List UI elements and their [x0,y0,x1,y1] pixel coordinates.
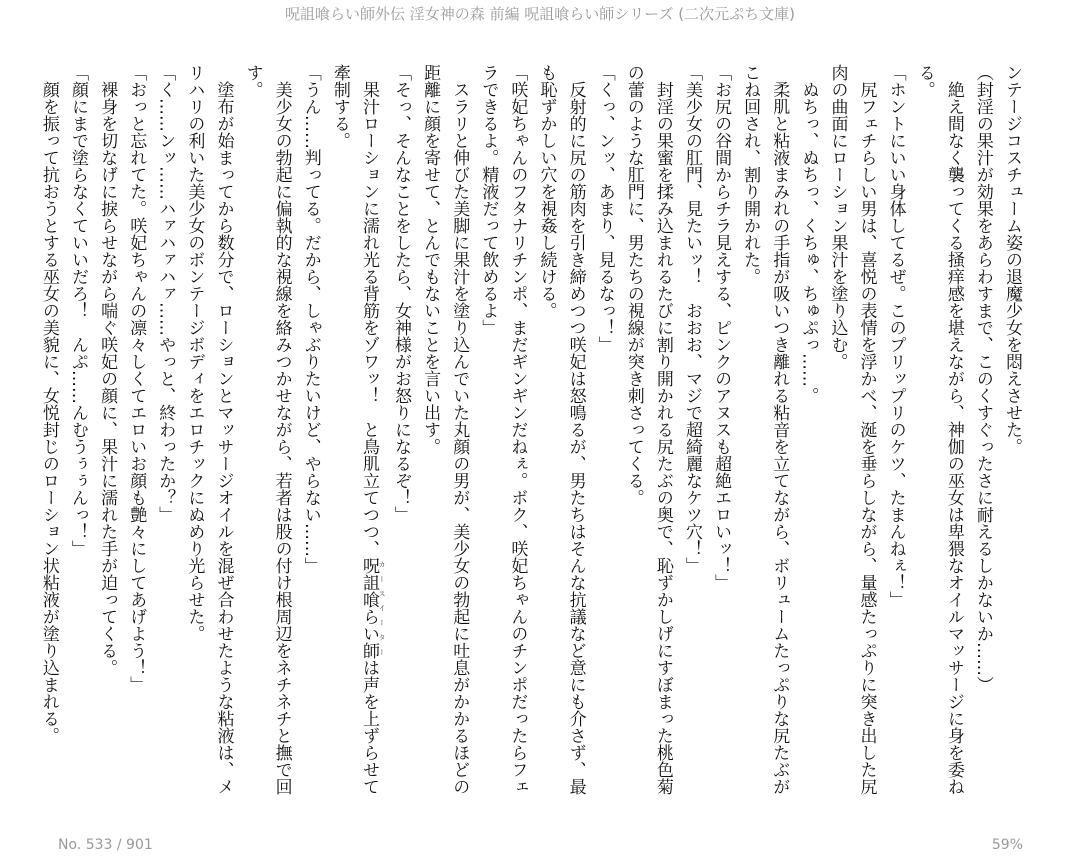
paragraph: 封淫の果蜜を揉み込まれるたびに割り開かれる尻たぶの奥で、恥ずかしげにすぼまった桃色菊の蕾のような肛門に、男たちの視線が突き刺さってくる。 [623,64,673,795]
paragraph: 美少女の勃起に偏執的な視線を絡みつかせながら、若者は股の付け根周辺をネチネチと撫で回す。 [242,64,292,795]
text: 果汁ローションに濡れ光る背筋をゾワッ！ と鳥肌立てつつ、 [358,64,379,557]
paragraph: 塗布が始まってから数分で、ローションとマッサージオイルを混ぜ合わせたような粘液は、メリハリの利いた美少女のボンテージボディをエロチックにぬめり光らせた。 [184,64,234,795]
paragraph: 「そっ、そんなことをしたら、女神様がお怒りになるぞ！」 [391,64,412,523]
paragraph: 「うん……判ってる。だから、しゃぶりたいけど、やらない……」 [300,64,321,574]
paragraph: 顔を振って抗おうとする巫女の美貌に、女悦封じのローション状粘液が塗り込まれる。 [38,64,59,744]
ruby-term [358,557,386,659]
paragraph: 反射的に尻の筋肉を引き締めつつ咲妃は怒鳴るが、男たちはそんな抗議など意にも介さず、最も恥ずかしい穴を視姦し続ける。 [536,64,586,795]
paragraph: 「くっ、ンッ、あまり、見るなっ！」 [594,64,615,353]
paragraph: 柔肌と粘液まみれの手指が吸いつき離れる粘音を立てながら、ボリュームたっぷりな尻たぶがこね回され、割り開かれた。 [740,64,790,795]
paragraph-with-ruby [325,64,386,795]
paragraph: 絶え間なく襲ってくる掻痒感を堪えながら、神伽の巫女は卑猥なオイルマッサージに身を委ねる。 [914,64,964,795]
paragraph: 尻フェチらしい男は、喜悦の表情を浮かべ、涎を垂らしながら、量感たっぷりに突き出した尻肉の曲面にローション果汁を塗り込む。 [827,64,877,795]
paragraph: ンテージコスチューム姿の退魔少女を悶えさせた。 [1002,64,1022,455]
paragraph: 「咲妃ちゃんのフタナリチンポ、まだギンギンだねぇ。ボク、咲妃ちゃんのチンポだったらフェラできるよ。精液だって飲めるよ」 [478,64,528,795]
paragraph: ぬちっ、ぬちっ、くちゅ、ちゅぷっ……。 [798,64,819,404]
reading-page[interactable] [34,64,1026,795]
location-indicator: No. 533 / 901 [58,837,153,853]
paragraph: 「く……ンッ……ハァハァハァ……やっと、終わったか？」 [155,64,176,523]
ruby-reading: カースイーター [377,557,386,659]
reading-progress: 59% [991,837,1023,853]
ruby-base: 呪詛喰らい師 [358,557,379,659]
book-title: 呪詛喰らい師外伝 淫女神の森 前編 呪詛喰らい師シリーズ (二次元ぷち文庫) [284,5,796,23]
text: は声を上ずらせて牽制する。 [329,64,379,795]
paragraph: （封淫の果汁が効果をあらわすまで、このくすぐったさに耐えるしかないか……） [972,64,993,693]
paragraph: 「お尻の谷間からチラ見えする、ピンクのアヌスも超絶エロいッ！」 [711,64,732,591]
paragraph: 裸身を切なげに捩らせながら喘ぐ咲妃の顔に、果汁に濡れた手が迫ってくる。 [97,64,118,676]
paragraph: スラリと伸びた美脚に果汁を塗り込んでいた丸顔の男が、美少女の勃起に吐息がかかるほどの距離に顔を寄せて、とんでもないことを言い出す。 [420,64,470,795]
paragraph: 「ホントにいい身体してるぜ。このプリップリのケツ、たまんねぇ！」 [885,64,906,608]
paragraph: 「おっと忘れてた。咲妃ちゃんの凛々しくてエロいお顔も艶々にしてあげよう！」 [126,64,147,693]
paragraph: 「顔にまで塗らなくていいだろ！ んぷ……んむうぅぅんっ！」 [68,64,88,557]
paragraph: 「美少女の肛門、見たいッ！ おおお、マジで超綺麗なケツ穴！」 [681,64,702,574]
